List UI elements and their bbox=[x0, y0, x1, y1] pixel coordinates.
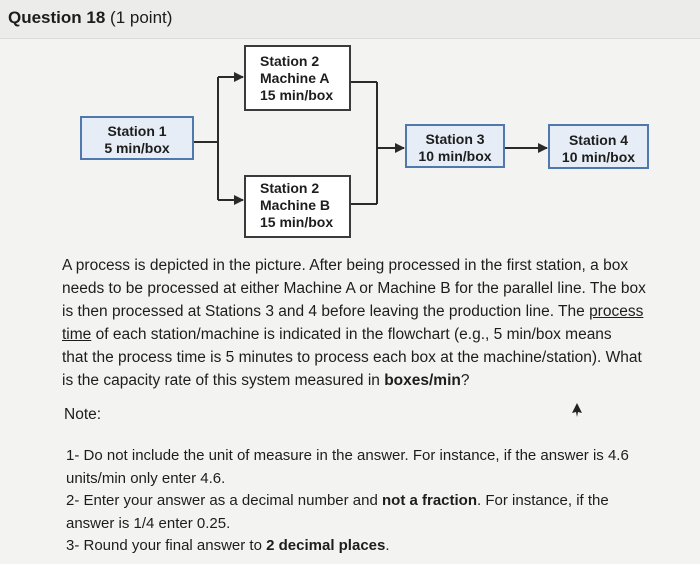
station-1-box bbox=[80, 116, 194, 160]
station-3-name: Station 3 bbox=[425, 131, 485, 147]
bold-unit: boxes/min bbox=[384, 372, 461, 389]
station-2-machine-b-box bbox=[244, 175, 351, 238]
body-line: that the process time is 5 minutes to process each box at the machine/station). What bbox=[62, 349, 642, 366]
station-4-rate: 10 min/box bbox=[561, 149, 636, 165]
body-line: A process is depicted in the picture. After being processed in the first station, a box bbox=[62, 257, 629, 274]
station-2a-name: Station 2 bbox=[260, 53, 320, 69]
station-2b-name: Station 2 bbox=[260, 180, 320, 196]
body-line: time of each station/machine is indicated in the flowchart (e.g., 5 min/box means bbox=[62, 326, 612, 343]
note-item: answer is 1/4 enter 0.25. bbox=[66, 514, 231, 532]
body-line: needs to be processed at either Machine A or Machine B for the parallel line. The box bbox=[62, 280, 646, 297]
station-2a-rate: 15 min/box bbox=[260, 87, 334, 103]
station-3-box bbox=[405, 124, 505, 168]
body-line: is then processed at Stations 3 and 4 before leaving the production line. The process bbox=[62, 303, 644, 320]
station-1-rate: 5 min/box bbox=[104, 140, 170, 156]
station-2-machine-a-box bbox=[244, 45, 351, 111]
body-line: is the capacity rate of this system measured in boxes/min? bbox=[62, 372, 470, 389]
bold-not-fraction: not a fraction bbox=[382, 492, 478, 509]
station-2a-machine: Machine A bbox=[260, 70, 330, 86]
station-2b-machine: Machine B bbox=[260, 197, 331, 213]
mouse-cursor-icon bbox=[572, 403, 582, 422]
question-number: Question 18 bbox=[8, 8, 106, 27]
station-4-box bbox=[548, 124, 649, 169]
note-item: units/min only enter 4.6. bbox=[66, 469, 226, 487]
underlined-time: time bbox=[62, 326, 92, 343]
station-2b-rate: 15 min/box bbox=[260, 214, 334, 230]
question-body bbox=[62, 254, 662, 392]
question-title bbox=[8, 8, 172, 28]
underlined-process: process bbox=[589, 303, 644, 320]
question-points: (1 point) bbox=[110, 8, 173, 27]
notes-list bbox=[66, 445, 629, 558]
station-4-name: Station 4 bbox=[568, 132, 629, 148]
bold-decimal-places: 2 decimal places bbox=[266, 537, 386, 554]
note-label: Note: bbox=[64, 406, 102, 423]
flowchart bbox=[0, 38, 700, 243]
note-item: 3- Round your final answer to 2 decimal places. bbox=[66, 537, 390, 554]
note-item: 2- Enter your answer as a decimal number and not a fraction. For instance, if the bbox=[66, 492, 609, 509]
note-item: 1- Do not include the unit of measure in the answer. For instance, if the answer is 4.6 bbox=[66, 447, 629, 464]
station-1-name: Station 1 bbox=[107, 123, 167, 139]
station-3-rate: 10 min/box bbox=[418, 148, 492, 164]
question-header bbox=[0, 0, 700, 39]
